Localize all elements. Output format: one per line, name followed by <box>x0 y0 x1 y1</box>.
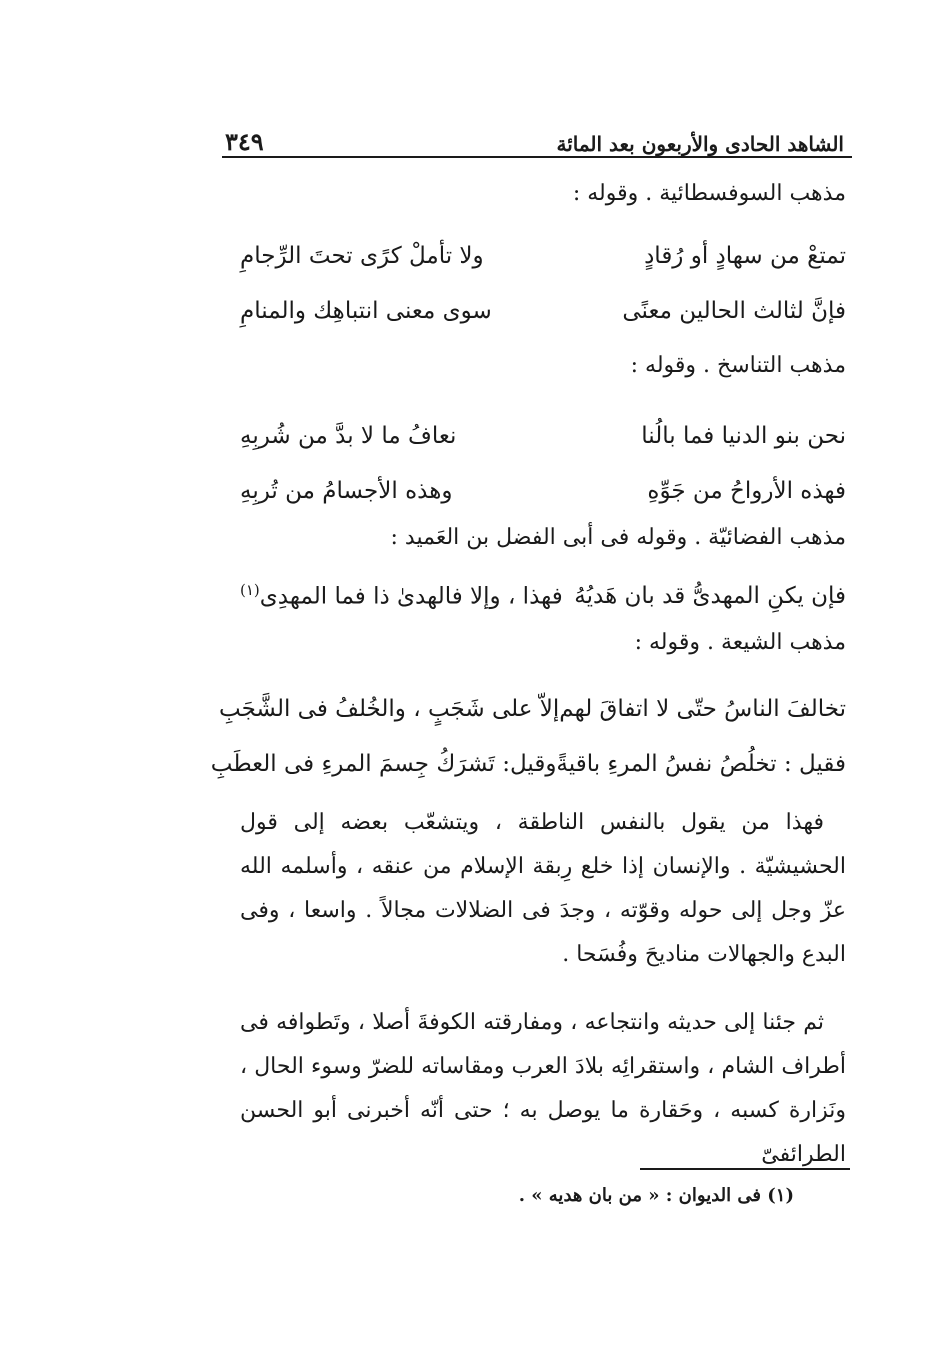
verse-line <box>240 408 846 463</box>
verse-second-hemistich: ولا تأملْ كرًى تحتَ الرِّجامِ <box>240 242 484 269</box>
verse-first-hemistich: تمتعْ من سهادٍ أو رُقادٍ <box>644 242 846 269</box>
footnote: (١) فى الديوان : « من بان هديه » . <box>518 1185 794 1206</box>
verse-line <box>219 681 846 736</box>
verse-first-hemistich: نحن بنو الدنيا فما بالُنا <box>641 422 846 449</box>
footnote-rule <box>640 1168 850 1170</box>
verse-second-hemistich: نعافُ ما لا بدَّ من شُربِهِ <box>240 422 457 449</box>
verse-second-hemistich <box>240 581 563 610</box>
verse-second-hemistich: سوى معنى انتباهِك والمنامِ <box>240 297 492 324</box>
footnote-marker: (١) <box>240 581 260 600</box>
section-heading-sophists: مذهب السوفسطائية . وقوله : <box>572 181 846 206</box>
verse-line <box>240 228 846 283</box>
page-header <box>225 112 844 156</box>
section-heading-transmigration: مذهب التناسخ . وقوله : <box>630 353 846 378</box>
verse-second-hemistich: إلاّ على شَجَبٍ ، والخُلفُ فى الشَّجَبِ <box>219 695 560 722</box>
prose-block <box>240 801 846 1177</box>
page-number: ٣٤٩ <box>225 127 264 156</box>
header-rule <box>222 156 852 158</box>
paragraph: ثم جئنا إلى حديثه وانتجاعه ، ومفارقته الكوفةَ أصلا ، وتَطوافه فى أطراف الشام ، واستقرائِه بلادَ العرب ومقاساته للضرّ وسوء الحال ، ونَزارة كسبه ، وحَقارة ما يوصل به ؛ حتى أنّه أخبرنى أبو الحسن الطرائفىّ <box>240 1010 846 1167</box>
verse-second-hemistich: وهذه الأجسامُ من تُربِهِ <box>240 477 453 504</box>
verse-second-hemistich-text: فهذا ، وإلا فالهدىٰ ذا فما المهدِى <box>259 583 563 610</box>
verse-first-hemistich: فهذه الأرواحُ من جَوِّهِ <box>647 477 846 504</box>
verse-line <box>210 736 846 791</box>
verse-first-hemistich: فقيل : تخلُصُ نفسُ المرءِ باقيةً <box>556 750 846 777</box>
verse-line <box>240 463 846 518</box>
page-body <box>210 178 846 1201</box>
paragraph: فهذا من يقول بالنفس الناطقة ، ويتشعّب بعضه إلى قول الحشيشيّة . والإنسان إذا خلع رِبقة الإسلام من عنقه ، وأسلمه الله عزّ وجل إلى حوله وقوّته ، وجدَ فى الضلالات مجالاً . واسعا ، وفى البدع والجهالات مناديحَ وفُسَحا . <box>240 810 846 967</box>
verse-line <box>240 568 846 623</box>
verse-second-hemistich: وقيل: تَشرَكُ جِسمَ المرءِ فى العطَبِ <box>210 750 557 777</box>
section-heading-shia: مذهب الشيعة . وقوله : <box>634 630 846 655</box>
running-head: الشاهد الحادى والأربعون بعد المائة <box>556 132 844 156</box>
verse-first-hemistich: فإن يكنِ المهدىُّ قد بان هَديُهُ <box>574 582 846 609</box>
verse-line <box>240 283 846 338</box>
verse-first-hemistich: تخالفَ الناسُ حتّى لا اتفاقَ لهم <box>559 695 846 722</box>
section-heading-fadaiyya: مذهب الفضائيّة . وقوله فى أبى الفضل بن العَميد : <box>390 525 846 550</box>
verse-first-hemistich: فإنَّ لثالث الحالين معنًى <box>622 297 846 324</box>
